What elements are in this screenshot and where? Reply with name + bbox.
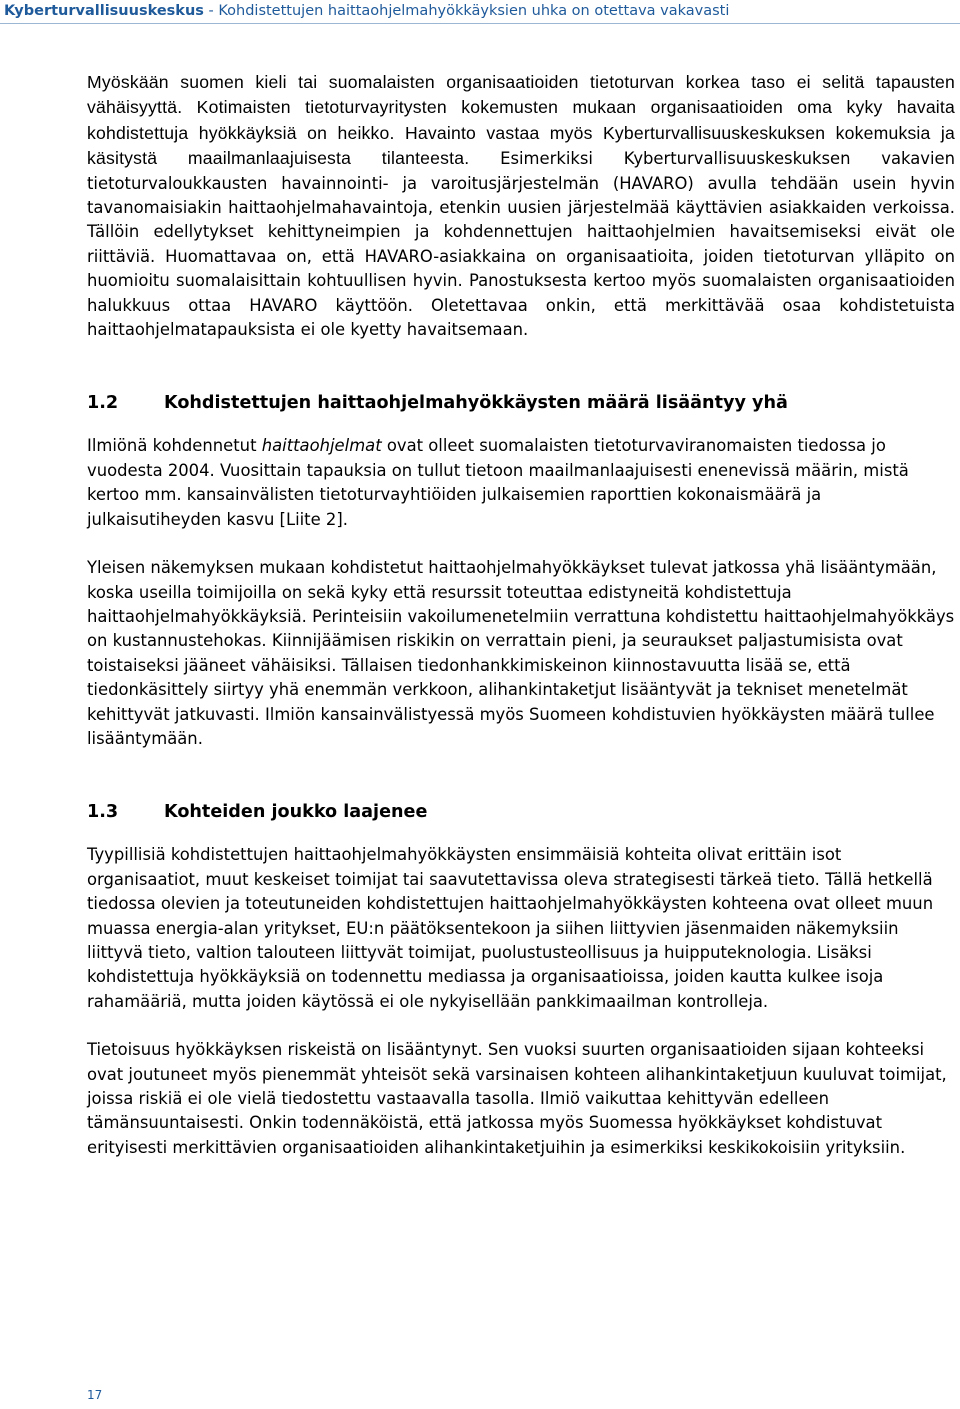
section-heading-1-2 — [87, 390, 955, 416]
section-title: Kohteiden joukko laajenee — [164, 802, 428, 823]
section-heading-1-3 — [87, 799, 955, 825]
italic-term: haittaohjelmat — [261, 436, 382, 456]
section-1-3-paragraph-2: Tietoisuus hyökkäyksen riskeistä on lisääntynyt. Sen vuoksi suurten organisaatioiden sijaan kohteeksi ovat joutuneet myös pienemmät yhteisöt sekä varsinaisen kohteen alihankintaketjuun kuuluvat toimijat, joissa riskiä ei ole vielä tiedostettu vastaavalla tasolla. Ilmiö vaikuttaa kehittyvän edelleen tämänsuuntaisesti. Onkin todennäköistä, että jatkossa myös Suomessa hyökkäykset kohdistuvat erityisesti merkittävien organisaatioiden alihankintaketjuihin ja esimerkiksi keskikokoisiin yrityksiin. — [87, 1040, 947, 1157]
intro-paragraph — [87, 70, 955, 342]
intro-text-part-1: Myöskään suomen kieli tai suomalaisten organisaatioiden tietoturvan korkea taso ei selitä tapausten vähäisyyttä. Kotimaisten tietoturvayritysten kokemusten mukaan organisaatioiden oma kyky havaita kohdistettuja hyökkäyksiä on heikko. Havainto vastaa myös Kyberturvallisuuskeskuksen kokemuksia ja käsitystä maailmanlaajuisesta tilanteesta. — [87, 72, 955, 169]
section-1-3-paragraph-1: Tyypillisiä kohdistettujen haittaohjelmahyökkäysten ensimmäisiä kohteita olivat erittäin isot organisaatiot, muut keskeiset toimijat tai saavutettavissa oleva strategisesti tärkeä tieto. Tällä hetkellä tiedossa olevien ja toteutuneiden kohdistettujen haittaohjelmahyökkäysten kohteena ovat olleet muun muassa energia-alan yritykset, EU:n päätöksentekoon ja siihen liittyvien jäsenmaiden näkemyksiin liittyvä tieto, valtion talouteen liittyvät toimijat, puolustusteollisuus ja huipputeknologia. Lisäksi kohdistettuja hyökkäyksiä on todennettu mediassa ja organisaatioissa, joiden kautta kulkee isoja rahamääriä, mutta joiden käytössä ei ole nykyisellään pankkimaailman kontrolleja. — [87, 845, 934, 1011]
section-1-2-paragraph-2: Yleisen näkemyksen mukaan kohdistetut haittaohjelmahyökkäykset tulevat jatkossa yhä lisääntymään, koska useilla toimijoilla on sekä kyky että resurssit toteuttaa edistyneitä kohdistettuja haittaohjelmahyökkäyksiä. Perinteisiin vakoilumenetelmiin verrattuna kohdistettu haittaohjelmahyökkäys on kustannustehokas. Kiinnijäämisen riskikin on verrattain pieni, ja seuraukset paljastumisista ovat toistaiseksi jääneet vähäisiksi. Tällaisen tiedonhankkimiskeinon kiinnostavuutta lisää se, että tiedonkäsittely siirtyy yhä enemmän verkkoon, alihankintaketjut lisääntyvät ja tekniset menetelmät kehittyvät jatkuvasti. Ilmiön kansainvälistyessä myös Suomeen kohdistuvien hyökkäysten määrä tullee lisääntymään. — [87, 558, 955, 748]
header-document-title: Kohdistettujen haittaohjelmahyökkäyksien uhka on otettava vakavasti — [218, 3, 730, 19]
section-title: Kohdistettujen haittaohjelmahyökkäysten määrä lisääntyy yhä — [164, 393, 788, 414]
section-number: 1.3 — [87, 802, 119, 823]
section-1-2-paragraph-1: Ilmiönä kohdennetut haittaohjelmat ovat olleet suomalaisten tietoturvaviranomaisten tiedossa jo vuodesta 2004. Vuosittain tapauksia on tullut tietoon maailmanlaajuisesti enenevissä määrin, mistä kertoo mm. kansainvälisten tietoturvayhtiöiden julkaisemien raporttien kokonaismäärä ja julkaisutiheyden kasvu [Liite 2]. — [87, 436, 909, 529]
header-organization: Kyberturvallisuuskeskus — [4, 3, 204, 19]
document-body — [87, 70, 955, 1160]
running-header — [0, 0, 960, 24]
header-separator: - — [203, 3, 219, 19]
page-number: 17 — [87, 1388, 103, 1402]
section-number: 1.2 — [87, 393, 119, 414]
intro-text-part-2: Esimerkiksi Kyberturvallisuuskeskuksen vakavien tietoturvaloukkausten havainnointi- ja varoitusjärjestelmän (HAVARO) avulla tehdään usein hyvin tavanomaisiakin haittaohjelmahavaintoja, etenkin uusien järjestelmää käyttävien asiakkaiden verkoissa. Tällöin edellytykset kehittyneimpien ja kohdennettujen haittaohjelmien havaitsemiseksi eivät ole riittäviä. Huomattavaa on, että HAVARO-asiakkaina on organisaatioita, joiden tietoturvan ylläpito on huomioitu suomalaisittain kohtuullisen hyvin. Panostuksesta kertoo myös suomalaisten organisaatioiden halukkuus ottaa HAVARO käyttöön. Oletettavaa onkin, että merkittävää osaa kohdistetuista haittaohjelmatapauksista ei ole kyetty havaitsemaan. — [87, 149, 955, 340]
